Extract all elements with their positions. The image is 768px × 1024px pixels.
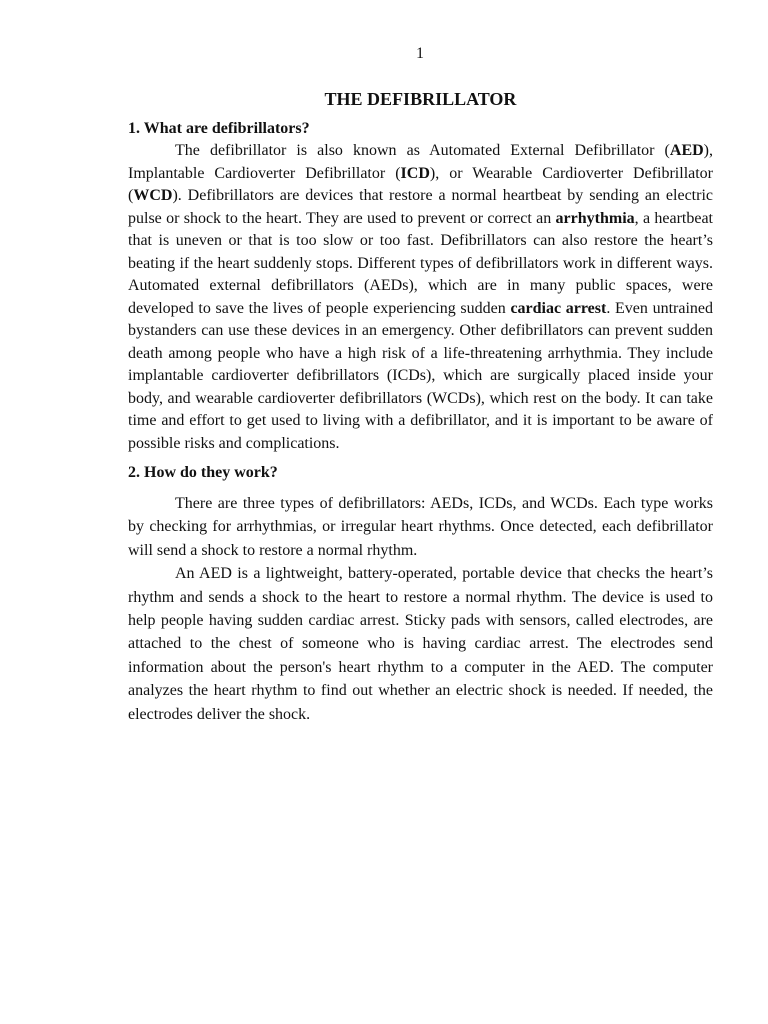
- term-wcd: WCD: [133, 187, 173, 204]
- text-run: ), Implantable Cardioverter Defibrillator (: [128, 142, 713, 182]
- section-heading-text: . How do they work?: [136, 464, 278, 481]
- text-run: ). Defibrillators are devices that restore a normal heartbeat by sending an electric pulse or shock to the heart. They are used to prevent or correct an: [128, 187, 713, 227]
- text-run: . Even untrained bystanders can use these devices in an emergency. Other defibrillators can prevent sudden death among people who have a high risk of a life-threatening arrhythmia. They include implantable cardioverter defibrillators (ICDs), which are surgically placed inside your body, and wearable cardioverter defibrillators (WCDs), which rest on the body. It can take time and effort to get used to living with a defibrillator, and it is important to be aware of possible risks and complications.: [128, 299, 713, 452]
- text-run: The defibrillator is also known as Automated External Defibrillator (: [175, 142, 670, 159]
- text-run: , a heartbeat that is uneven or that is too slow or too fast. Defibrillators can also restore the heart’s beating if the heart suddenly stops. Different types of defibrillators work in different ways. Automated external defibrillators (AEDs), which are in many public spaces, were developed to save the lives of people experiencing sudden: [128, 209, 713, 317]
- term-icd: ICD: [400, 164, 430, 182]
- term-aed: AED: [669, 142, 704, 159]
- section-what-are-defibrillators: [128, 118, 713, 455]
- title-wrap: [128, 86, 713, 112]
- section-heading-2: [128, 462, 713, 484]
- paragraph-aed: An AED is a lightweight, battery-operated, portable device that checks the heart’s rhythm and sends a shock to the heart to restore a normal rhythm. The device is used to help people having sudden cardiac arrest. Sticky pads with sensors, called electrodes, are attached to the chest of someone who is having cardiac arrest. The electrodes send information about the person's heart rhythm to a computer in the AED. The computer analyzes the heart rhythm to find out whether an electric shock is needed. If needed, the electrodes deliver the shock.: [128, 565, 713, 723]
- term-cardiac-arrest: cardiac arrest: [510, 299, 607, 317]
- paragraph-definition: [128, 140, 713, 455]
- text-run: ), or Wearable Cardioverter Defibrillator (: [128, 164, 714, 204]
- section-number: 2: [128, 464, 136, 481]
- document-title: THE DEFIBRILLATOR: [324, 89, 517, 109]
- document-body: [128, 86, 713, 726]
- section-how-do-they-work: [128, 462, 713, 726]
- paragraph-types: There are three types of defibrillators: AEDs, ICDs, and WCDs. Each type works by checking for arrhythmias, or irregular heart rhythms. Once detected, each defibrillator will send a shock to restore a normal rhythm.: [128, 495, 713, 559]
- term-arrhythmia: arrhythmia: [555, 209, 635, 227]
- page-number: 1: [416, 45, 424, 62]
- section-heading-1: 1. What are defibrillators?: [128, 120, 310, 137]
